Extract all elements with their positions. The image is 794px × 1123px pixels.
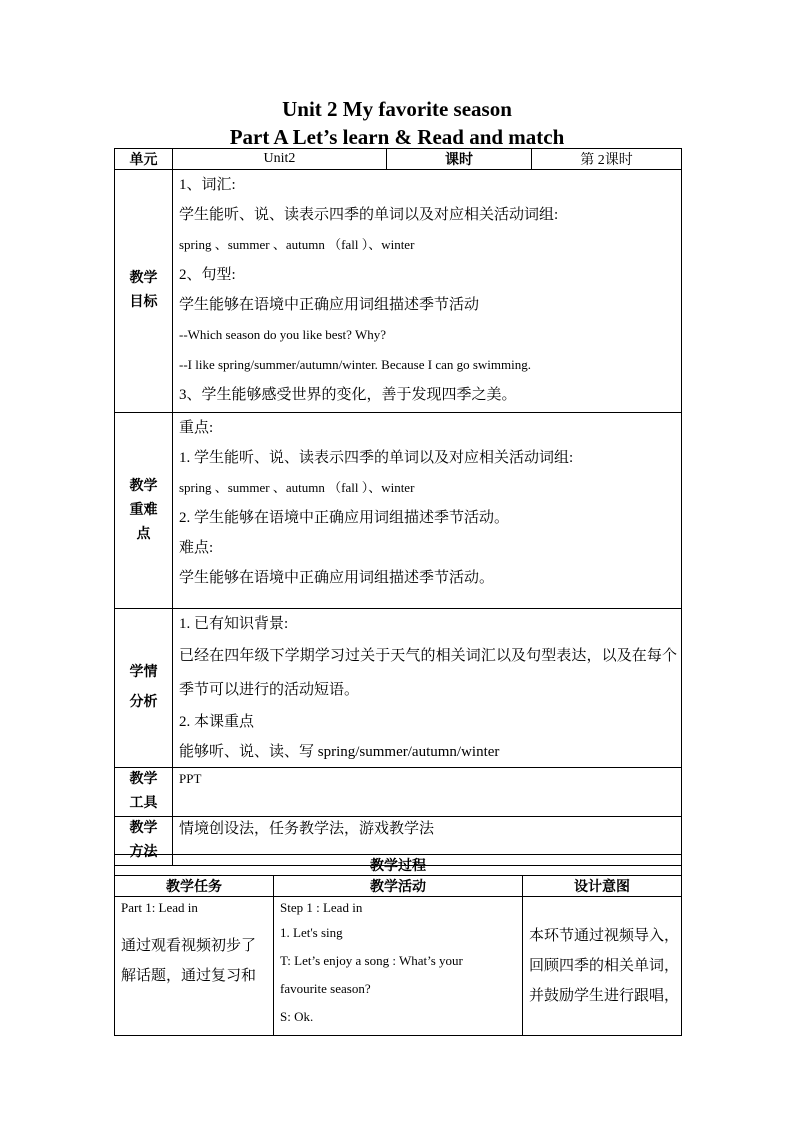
process-title: 教学过程	[115, 855, 682, 876]
goals-label	[115, 170, 173, 413]
activity-line: Step 1 : Lead in	[280, 900, 363, 915]
goals-row	[115, 170, 682, 413]
activity-line: 1. Let's sing	[280, 925, 343, 940]
keypoints-label-line: 重难	[129, 502, 158, 518]
col-task-header: 教学任务	[115, 876, 274, 897]
analysis-paragraph: 已经在四年级下学期学习过关于天气的相关词汇以及句型表达，以及在每个季节可以进行的活动短语。	[179, 648, 677, 698]
keypoints-line: 学生能够在语境中正确应用词组描述季节活动。	[179, 570, 495, 586]
col-intent-header: 设计意图	[523, 876, 682, 897]
keypoints-line: 重点:	[179, 420, 214, 436]
process-title-row	[115, 855, 682, 876]
process-row	[115, 897, 682, 1036]
activity-line: favourite season?	[280, 981, 371, 996]
task-part: Part 1: Lead in	[121, 900, 198, 915]
goals-label-line: 目标	[129, 295, 158, 310]
process-table	[114, 854, 682, 1036]
document-title: Unit 2 My favorite season	[282, 97, 512, 121]
keypoints-label-line: 教学	[129, 478, 158, 494]
tools-label-line: 工具	[129, 796, 158, 811]
goals-line: 学生能够在语境中正确应用词组描述季节活动	[179, 297, 480, 313]
methods-label-line: 方法	[129, 845, 158, 860]
analysis-label-line: 学情	[129, 665, 158, 680]
tools-content	[173, 768, 682, 817]
analysis-row	[115, 609, 682, 768]
goals-line: --I like spring/summer/autumn/winter. Because I can go swimming.	[179, 357, 532, 372]
analysis-line: 能够听、说、读、写 spring/summer/autumn/winter	[179, 744, 500, 760]
unit-value: Unit2	[173, 149, 387, 170]
analysis-label-line: 分析	[129, 695, 158, 710]
lesson-value: 第 2课时	[532, 149, 682, 170]
keypoints-line: 2. 学生能够在语境中正确应用词组描述季节活动。	[179, 510, 510, 526]
goals-line: 学生能听、说、读表示四季的单词以及对应相关活动词组:	[179, 207, 559, 223]
task-cell	[115, 897, 274, 1036]
lesson-label: 课时	[387, 149, 532, 170]
tools-row	[115, 768, 682, 817]
process-header-row	[115, 876, 682, 897]
goals-line: spring 、summer 、autumn （fall ）、winter	[179, 237, 415, 252]
goals-content	[173, 170, 682, 413]
document-subtitle: Part A Let’s learn & Read and match	[229, 125, 565, 149]
task-text: 通过观看视频初步了解话题，通过复习和	[121, 938, 257, 984]
keypoints-line: spring 、summer 、autumn （fall ）、winter	[179, 480, 415, 495]
activity-line: S: Ok.	[280, 1009, 314, 1024]
analysis-line: 1. 已有知识背景:	[179, 616, 289, 632]
lesson-plan-table	[114, 148, 682, 866]
tools-label	[115, 768, 173, 817]
keypoints-label-line: 点	[136, 526, 151, 542]
intent-cell	[523, 897, 682, 1036]
methods-label-line: 教学	[129, 821, 158, 836]
keypoints-line: 难点:	[179, 540, 214, 556]
tools-label-line: 教学	[129, 772, 158, 787]
info-row	[115, 149, 682, 170]
keypoints-label	[115, 413, 173, 609]
tools-value: PPT	[179, 771, 202, 786]
activity-line: T: Let’s enjoy a song : What’s your	[280, 953, 463, 968]
analysis-label	[115, 609, 173, 768]
intent-text: 本环节通过视频导入，回顾四季的相关单词，并鼓励学生进行跟唱，	[529, 928, 680, 1004]
keypoints-row	[115, 413, 682, 609]
activity-cell	[274, 897, 523, 1036]
goals-label-line: 教学	[129, 271, 158, 286]
goals-line: 2、句型:	[179, 267, 236, 283]
analysis-content	[173, 609, 682, 768]
goals-line: 1、词汇:	[179, 177, 236, 193]
unit-label: 单元	[115, 149, 173, 170]
methods-value: 情境创设法，任务教学法，游戏教学法	[179, 821, 435, 837]
analysis-line: 2. 本课重点	[179, 714, 255, 730]
keypoints-line: 1. 学生能听、说、读表示四季的单词以及对应相关活动词组:	[179, 450, 574, 466]
keypoints-content	[173, 413, 682, 609]
col-activity-header: 教学活动	[274, 876, 523, 897]
goals-line: 3、学生能够感受世界的变化，善于发现四季之美。	[179, 387, 517, 403]
goals-line: --Which season do you like best? Why?	[179, 327, 386, 342]
